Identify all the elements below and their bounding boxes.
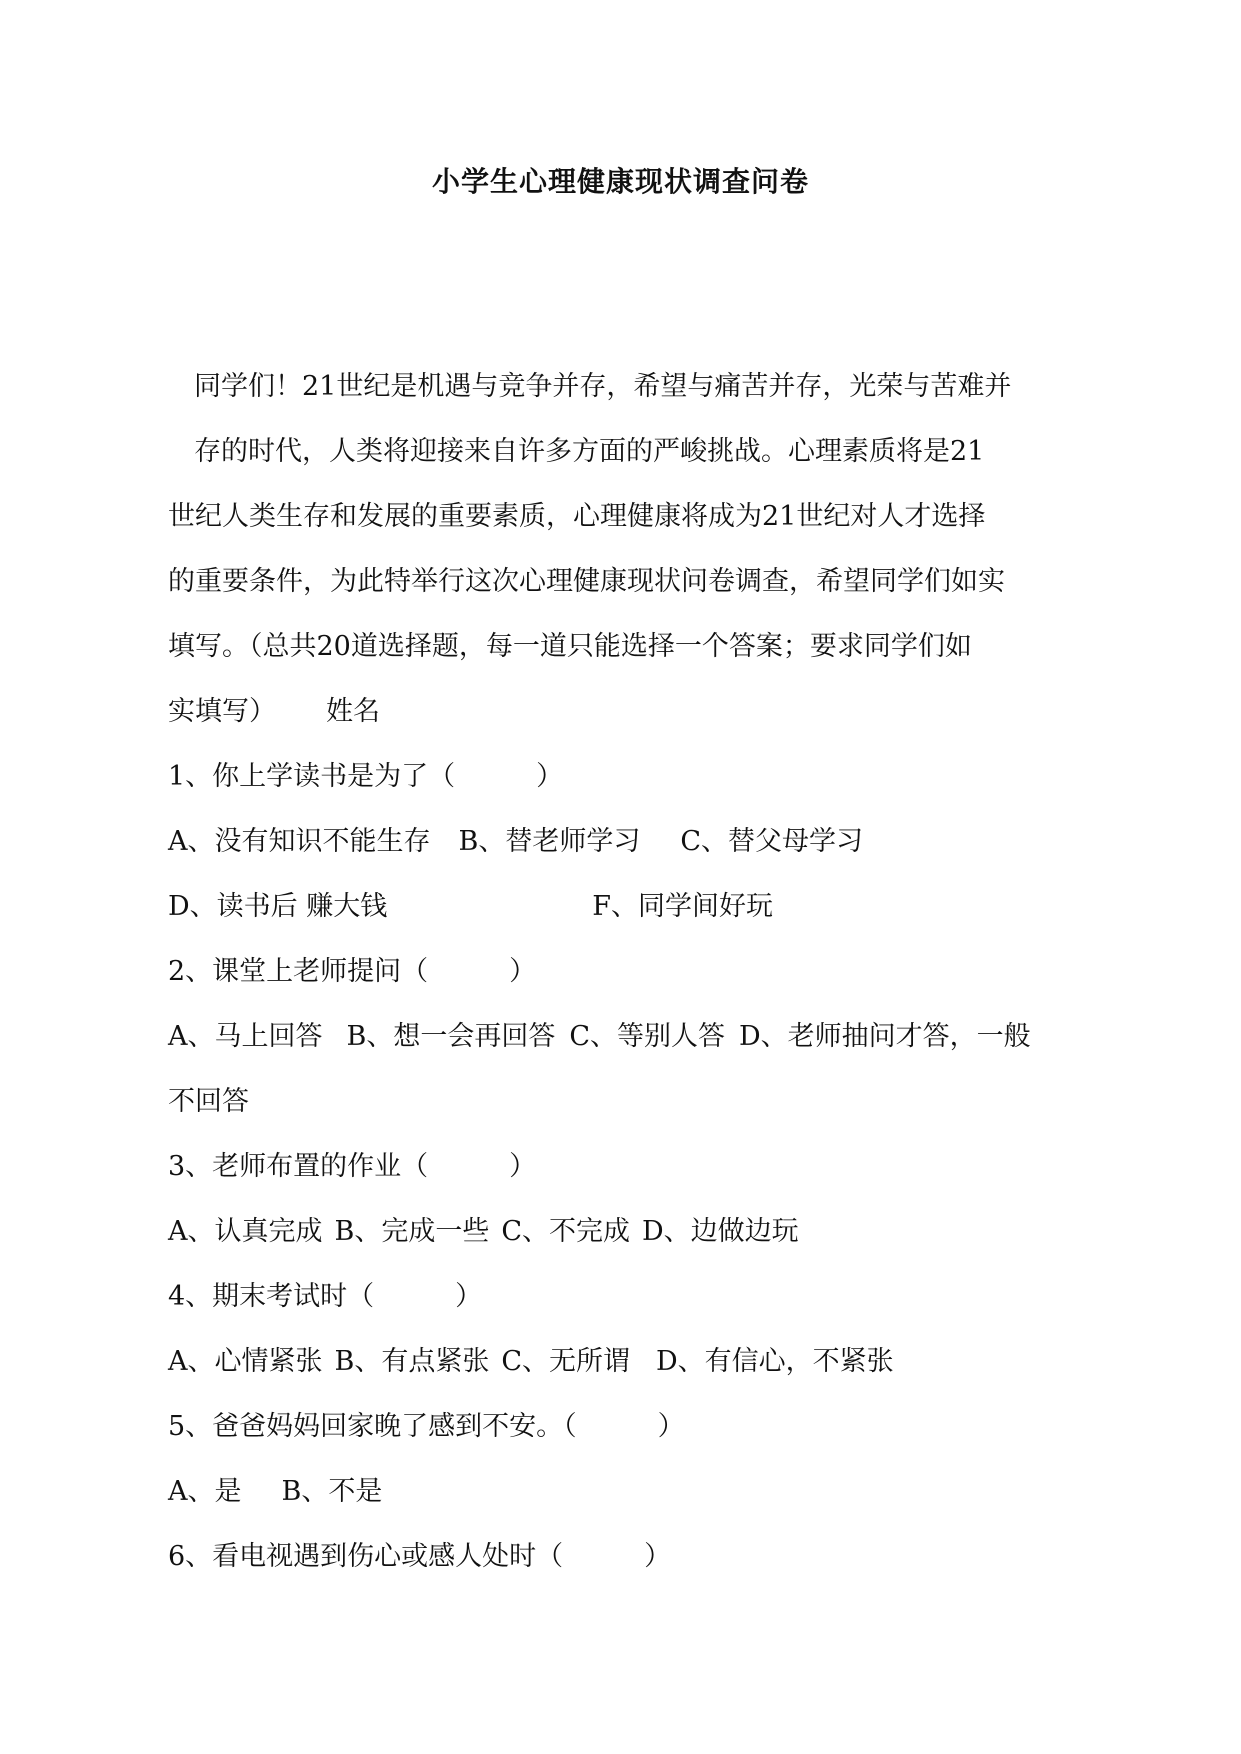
intro-line-text: 实填写） — [168, 696, 276, 727]
option: D、边做边玩 — [642, 1216, 799, 1247]
option: B、想一会再回答 — [346, 1021, 556, 1052]
option: C、等别人答 — [569, 1021, 726, 1052]
question-4: 4、期末考试时（ ） — [168, 1281, 483, 1312]
option: 不回答 — [168, 1086, 249, 1117]
page-title: 小学生心理健康现状调查问卷 — [431, 165, 809, 198]
intro-line: 世纪人类生存和发展的重要素质，心理健康将成为21世纪对人才选择 — [168, 501, 986, 532]
option: B、替老师学习 — [458, 826, 641, 857]
intro-line: 的重要条件，为此特举行这次心理健康现状问卷调查，希望同学们如实 — [168, 566, 1005, 597]
option: D、老师抽问才答，一般 — [739, 1021, 1031, 1052]
option: A、马上回答 — [168, 1021, 323, 1052]
intro-line: 填写。（总共20道选择题，每一道只能选择一个答案；要求同学们如 — [168, 631, 972, 662]
option: C、不完成 — [501, 1216, 631, 1247]
question-2: 2、课堂上老师提问（ ） — [168, 956, 537, 987]
option: B、有点紧张 — [334, 1346, 490, 1377]
question-5-options-line-1 — [168, 1459, 1068, 1524]
option: A、心情紧张 — [168, 1346, 323, 1377]
name-label: 姓名 — [326, 696, 380, 727]
intro-line: 存的时代，人类将迎接来自许多方面的严峻挑战。心理素质将是21 — [194, 436, 985, 467]
option: D、读书后 赚大钱 — [168, 891, 388, 922]
intro-line-last — [168, 679, 1068, 744]
option: D、有信心，不紧张 — [656, 1346, 894, 1377]
option: F、同学间好玩 — [592, 891, 773, 922]
option: A、没有知识不能生存 — [168, 826, 431, 857]
option: A、是 — [168, 1476, 242, 1507]
question-1-options-line-2 — [168, 874, 1068, 939]
option: C、替父母学习 — [680, 826, 864, 857]
question-6: 6、看电视遇到伤心或感人处时（ ） — [168, 1541, 672, 1572]
question-2-options-line-2 — [168, 1069, 1068, 1134]
option: B、不是 — [281, 1476, 383, 1507]
question-3-options-line-1 — [168, 1199, 1068, 1264]
question-5: 5、爸爸妈妈回家晚了感到不安。（ ） — [168, 1411, 685, 1442]
question-list — [168, 744, 1068, 1589]
question-2-options-line-1 — [168, 1004, 1068, 1069]
question-4-options-line-1 — [168, 1329, 1068, 1394]
option: C、无所谓 — [501, 1346, 631, 1377]
option: A、认真完成 — [168, 1216, 323, 1247]
question-1-options-line-1 — [168, 809, 1068, 874]
intro-line: 同学们！21世纪是机遇与竞争并存，希望与痛苦并存，光荣与苦难并 — [194, 371, 1012, 402]
question-3: 3、老师布置的作业（ ） — [168, 1151, 537, 1182]
question-1: 1、你上学读书是为了（ ） — [168, 761, 564, 792]
intro-paragraph — [168, 354, 1068, 744]
option: B、完成一些 — [334, 1216, 490, 1247]
